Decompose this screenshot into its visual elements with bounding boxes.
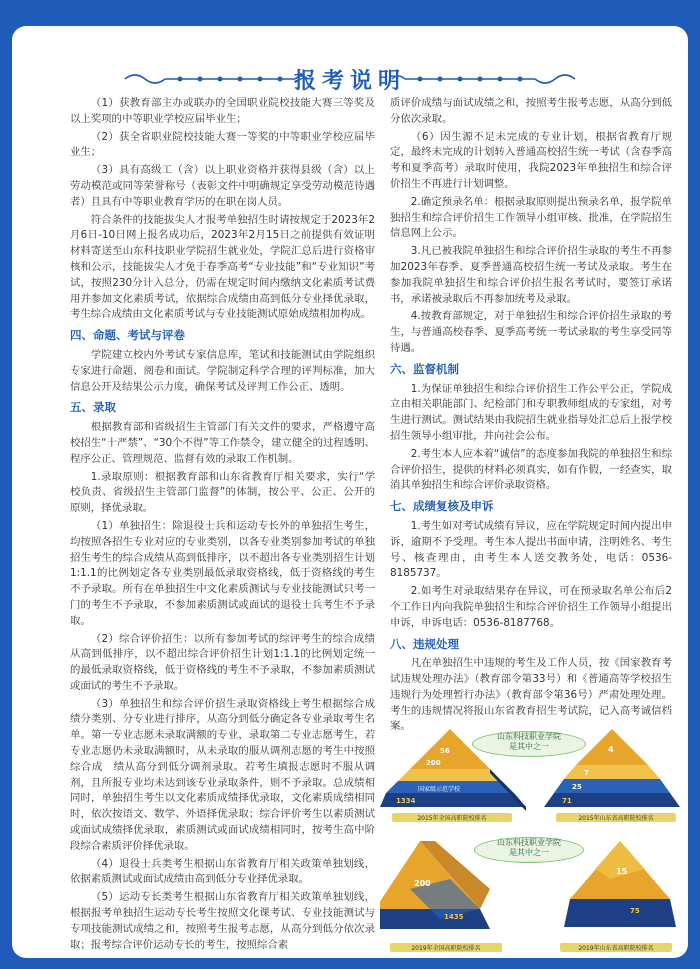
- section-heading: 六、监督机制: [390, 361, 459, 376]
- banner-bottom-line-1: 山东科技职业学院: [497, 838, 561, 847]
- paragraph: （3）单独招生和综合评价招生录取资格线上考生根据综合成绩分类别、分专业进行排序，从高分到低分确定各专业录取考生名单。第一专业志愿未录取满额的专业，录取第二专业志愿考生，若专业志愿仍未录取满额时，从未录取的服从调剂志愿的考生中按照综合成 绩从高分到低分调剂录取。若考生填报志愿时不服从调剂，且所报专业均未达到该专业录取条件，则不予录取。总成绩相同时，单独招生考生以文化素质成绩择优录取，文化素质成绩相同时，依次按语文、数学、外语择优录取；综合评价考生以素质测试或面试成绩择优录取，素质测试或面试成绩相同时，按考生高中阶段综合素质评价择优录取。: [70, 697, 375, 852]
- paragraph: 凡在单独招生中违规的考生及工作人员，按《国家教育考试违规处理办法》（教育部令第33号）和《普通高等学校招生违规行为处理暂行办法》（教育部令第36号）严肃处理处理。考生的违规情况将报山东省教育招生考试院，记入高考诚信档案。: [390, 657, 672, 733]
- title-band: [12, 34, 688, 94]
- paragraph: （2）获全省职业院校技能大赛一等奖的中等职业学校应届毕业生；: [70, 130, 375, 159]
- paragraph: 2.考生本人应本着“诚信”的态度参加我院的单独招生和综合评价招生，提供的材料必须真实，如有作假，一经查实，取消其单独招生和综合评价录取资格。: [390, 447, 672, 492]
- pyramid-bl-tier-1: 200: [414, 879, 431, 888]
- paragraph: 1.为保证单独招生和综合评价招生工作公平公正，学院成立由相关职能部门、纪检部门和专职教师组成的专家组，对考生进行测试。测试结果由我院招生就业指导处汇总后上报学校招生领导小组审批，并向社会公布。: [390, 382, 672, 442]
- pyramid-tr-tier-2: 7: [584, 769, 589, 777]
- pyramid-bl-caption: 2019年全国高职院校排名: [390, 943, 502, 952]
- paragraph: （3）具有高级工（含）以上职业资格并获得县级（含）以上劳动模范或同等荣誉称号（表彰文件中明确规定享受劳动模范待遇者）且具有中等职业教育学历的在职在岗人员。: [70, 164, 375, 208]
- banner-top: [472, 731, 586, 757]
- pyramid-tl-tier-2: 200: [426, 759, 441, 767]
- pyramid-tl-tier-1: 56: [440, 747, 450, 755]
- pyramid-bottom-left: [380, 841, 490, 929]
- pyramid-br-caption: 2019年山东省高职院校排名: [560, 943, 672, 952]
- banner-bottom-line-2: 是其中之一: [509, 848, 549, 857]
- pyramid-tl-caption: 2015年全国高职院校排名: [392, 813, 512, 822]
- paragraph: 3.凡已被我院单独招生和综合评价招生录取的考生不再参加2023年春季、夏季普通高校招生统一考试及录取。考生在参加我院单独招生和综合评价招生报名考试时，要签订承诺书，承诺被录取后不再参加统考及录取。: [390, 245, 672, 305]
- right-column: [390, 96, 672, 737]
- paragraph: 2.确定预录名单：根据录取原则提出预录名单，报学院单独招生和综合评价招生工作领导小组审核、批准，在学院招生信息网上公示。: [390, 195, 672, 240]
- paragraph: 4.按教育部规定，对于单独招生和综合评价招生录取的考生，与普通高校春季、夏季高考统一考试录取的考生享受同等待遇。: [390, 310, 672, 354]
- banner-top-line-1: 山东科技职业学院: [497, 732, 561, 741]
- paragraph: （1）单独招生：除退役士兵和运动专长外的单独招生考生，均按照各招生专业对应的专业类别，以各专业类别参加考试的单独招生考生的综合成绩从高到低排序，以不超出各专业类别招生计划1:1.1的比例划定各专业类别最低录取资格线，低于资格线的考生不予录取。所有在单独招生中文化素质测试与专业技能测试只考一门的考生不予录取，不参加素质测试或面试的退役士兵考生不予录取。: [70, 519, 375, 627]
- pyramid-tl-tier-3: 国家级示范学校: [418, 786, 461, 793]
- banner-bottom: [474, 837, 584, 863]
- ranking-infographic: [380, 729, 680, 957]
- banner-top-line-2: 是其中之一: [509, 742, 549, 751]
- pyramid-tr-caption: 2015年山东省高职院校排名: [556, 813, 676, 822]
- pyramid-br-tier-2: 75: [630, 907, 640, 915]
- paragraph: （2）综合评价招生：以所有参加考试的综评考生的综合成绩从高到低排序，以不超出综合评价招生计划1:1.1的比例划定统一的最低录取资格线，低于资格线的考生不予录取，不参加素质测试或面试的考生不予录取。: [70, 632, 375, 692]
- paragraph: 质评价成绩与面试成绩之和，按照考生报考志愿，从高分到低分依次录取。: [390, 97, 672, 125]
- paragraph: 学院建立校内外考试专家信息库，笔试和技能测试由学院组织专家进行命题、阅卷和面试。学院制定科学合理的评判标准，加大信息公开及结果公示力度，确保考试及评判工作公正、透明。: [70, 348, 375, 393]
- paragraph: 1.录取原则：根据教育部和山东省教育厅相关要求，实行“学校负责、省级招生主管部门监督”的体制，按公平、公正、公开的原则，择优录取。: [70, 470, 375, 515]
- pyramid-br-tier-1: 15: [616, 867, 628, 876]
- section-heading: 五、录取: [70, 400, 116, 415]
- pyramid-tr-tier-3: 25: [572, 783, 582, 791]
- pyramid-bl-tier-2: 1435: [444, 913, 464, 921]
- paragraph: 根据教育部和省级招生主管部门有关文件的要求，严格遵守高校招生“十严禁”、“30个不得”等工作禁令，建立健全的过程透明、程序公正、管理规范、监督有效的录取工作机制。: [70, 421, 375, 465]
- pyramid-tr-tier-4: 71: [562, 797, 572, 805]
- paragraph: （4）退役士兵类考生根据山东省教育厅相关政策单独划线，依据素质测试或面试成绩由高到低分专业择优录取。: [70, 857, 375, 886]
- section-heading: 八、违规处理: [390, 636, 459, 651]
- pyramid-tl-tier-4: 1334: [396, 797, 416, 805]
- section-heading: 七、成绩复核及申诉: [390, 499, 494, 514]
- paragraph: （1）获教育部主办或联办的全国职业院校技能大赛三等奖及以上奖项的中等职业学校应届毕业生；: [70, 97, 375, 125]
- paragraph: 2.如考生对录取结果存在异议，可在预录取名单公布后2个工作日内向我院单独招生和综合评价招生工作领导小组提出申诉，申诉电话：0536-8187768。: [390, 585, 672, 629]
- paragraph: （5）运动专长类考生根据山东省教育厅相关政策单独划线，根据报考单独招生运动专长考生按照文化课考试、专业技能测试与专项技能测试成绩之和，按照考生报考志愿，从高分到低分依次录取；报考综合评价运动专长的考生，按照综合素: [70, 891, 375, 951]
- left-column: [70, 96, 375, 955]
- page-sheet: [12, 26, 688, 958]
- page-title: 报考说明: [293, 69, 406, 94]
- paragraph: 1.考生如对考试成绩有异议，应在学院规定时间内提出申诉，逾期不予受理。考生本人提出书面申请，注明姓名、考生号、核查理由，由考生本人送交教务处，电话：0536-8185737。: [390, 519, 672, 580]
- pyramid-tr-tier-1: 4: [608, 745, 614, 754]
- section-heading: 四、命题、考试与评卷: [70, 328, 185, 343]
- paragraph: （6）因生源不足未完成的专业计划，根据省教育厅规定，最终未完成的计划转入普通高校招生统一考试（含春季高考和夏季高考）录取时使用，我院2023年单独招生和综合评价招生不再进行计划调整。: [390, 130, 672, 190]
- paragraph: 符合条件的技能拔尖人才报考单独招生时请按规定于2023年2月6日-10日网上报名成功后，2023年2月15日之前提供有效证明材料寄送至山东科技职业学院招生就业处，学院汇总后进行资格审核和公示，技能拔尖人才免于春季高考“专业技能”和“专业知识”考试，按照230分计入总分，仍需在规定时间内缴纳文化素质考试费用并参加文化素质考试，依据综合成绩由高到低分专业择优录取，考生综合成绩由文化素质考试与专业技能测试原始成绩相加构成。: [70, 213, 375, 321]
